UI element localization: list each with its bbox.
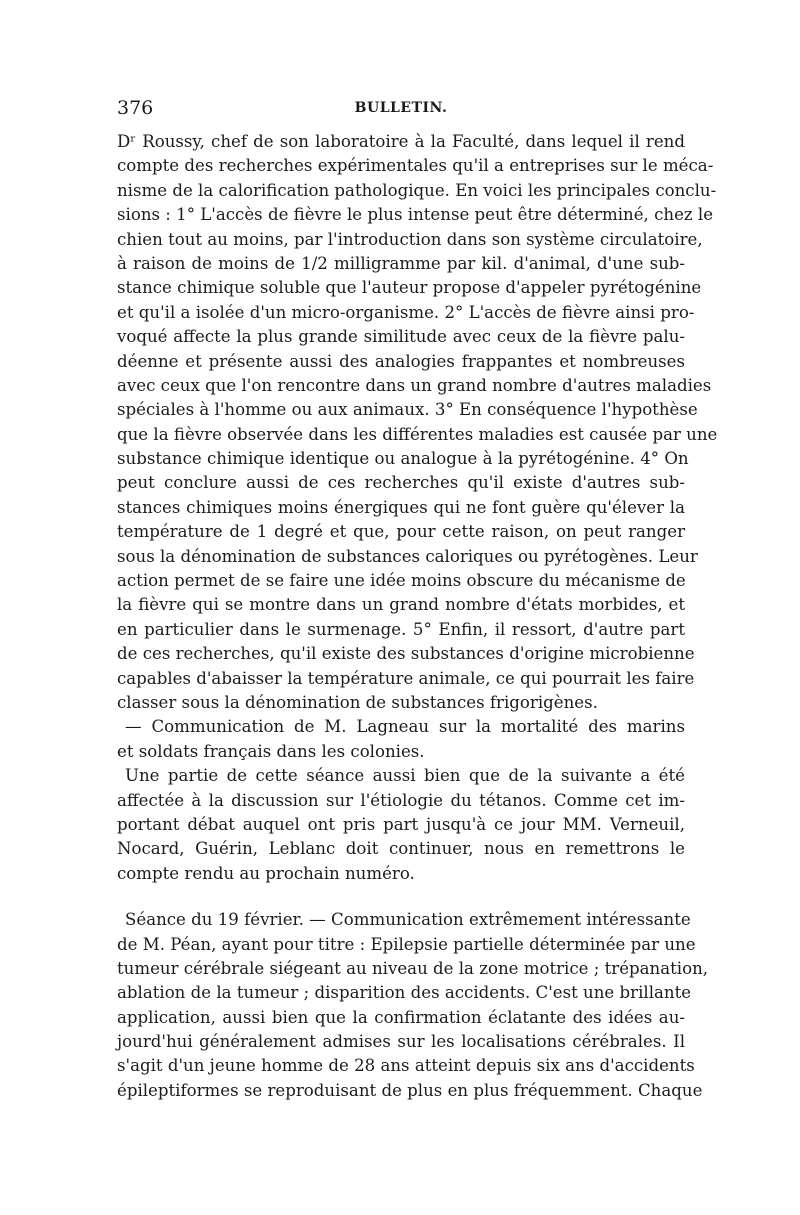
page-header — [117, 97, 685, 123]
text-line: ablation de la tumeur ; disparition des accidents. C'est une brillante — [117, 983, 692, 1003]
text-line: sions : 1° L'accès de fièvre le plus intense peut être déterminé, chez le — [117, 205, 714, 225]
text-line: chien tout au moins, par l'introduction dans son système circulatoire, — [117, 229, 703, 249]
text-line: compte des recherches expérimentales qu'il a entreprises sur le méca- — [117, 156, 714, 176]
text-line: avec ceux que l'on rencontre dans un grand nombre d'autres maladies — [117, 375, 712, 395]
text-line: température de 1 degré et que, pour cette raison, on peut ranger — [117, 522, 685, 542]
text-line: — Communication de M. Lagneau sur la mortalité des marins — [125, 717, 685, 737]
text-line: affectée à la discussion sur l'étiologie du tétanos. Comme cet im- — [117, 790, 685, 810]
text-line: Nocard, Guérin, Leblanc doit continuer, nous en remettrons le — [117, 839, 685, 859]
text-line: Une partie de cette séance aussi bien que de la suivante a été — [125, 766, 685, 786]
text-line: Dʳ Roussy, chef de son laboratoire à la Faculté, dans lequel il rend — [117, 132, 685, 151]
text-line: portant débat auquel ont pris part jusqu'à ce jour MM. Verneuil, — [117, 814, 685, 834]
text-line: nisme de la calorification pathologique. En voici les principales conclu- — [117, 180, 717, 200]
text-line: peut conclure aussi de ces recherches qu'il existe d'autres sub- — [117, 473, 685, 493]
section-gap — [117, 886, 685, 908]
text-line: application, aussi bien que la confirmation éclatante des idées au- — [117, 1007, 685, 1027]
paragraph — [117, 715, 685, 764]
text-line: et qu'il a isolée d'un micro-organisme. 2° L'accès de fièvre ainsi pro- — [117, 302, 695, 322]
page-number: 376 — [117, 97, 154, 119]
text-line: classer sous la dénomination de substances frigorigènes. — [117, 692, 598, 712]
body-text — [117, 130, 718, 1103]
text-line: spéciales à l'homme ou aux animaux. 3° En conséquence l'hypothèse — [117, 400, 698, 420]
text-line: que la fièvre observée dans les différentes maladies est causée par une — [117, 424, 718, 444]
text-line: la fièvre qui se montre dans un grand nombre d'états morbides, et — [117, 595, 685, 615]
text-line: stances chimiques moins énergiques qui ne font guère qu'élever la — [117, 497, 685, 517]
text-line: tumeur cérébrale siégeant au niveau de la zone motrice ; trépanation, — [117, 958, 709, 978]
text-line: et soldats français dans les colonies. — [117, 741, 425, 761]
text-line: épileptiformes se reproduisant de plus en plus fréquemment. Chaque — [117, 1080, 703, 1100]
text-line: de ces recherches, qu'il existe des substances d'origine microbienne — [117, 644, 695, 664]
text-line: jourd'hui généralement admises sur les localisations cérébrales. Il — [117, 1032, 685, 1052]
text-line: de M. Péan, ayant pour titre : Epilepsie partielle déterminée par une — [117, 934, 696, 954]
text-line: déenne et présente aussi des analogies frappantes et nombreuses — [117, 351, 685, 371]
text-line: action permet de se faire une idée moins obscure du mécanisme de — [117, 571, 686, 591]
paragraph — [117, 130, 718, 715]
running-title: BULLETIN. — [354, 100, 448, 116]
paragraph — [117, 764, 685, 886]
text-line: à raison de moins de 1/2 milligramme par kil. d'animal, d'une sub- — [117, 253, 685, 273]
paragraph — [117, 908, 709, 1103]
text-line: substance chimique identique ou analogue à la pyrétogénine. 4° On — [117, 449, 689, 469]
text-line: s'agit d'un jeune homme de 28 ans atteint depuis six ans d'accidents — [117, 1056, 695, 1076]
text-line: capables d'abaisser la température animale, ce qui pourrait les faire — [117, 668, 695, 688]
text-line: stance chimique soluble que l'auteur propose d'appeler pyrétogénine — [117, 278, 702, 298]
text-line: en particulier dans le surmenage. 5° Enfin, il ressort, d'autre part — [117, 619, 685, 639]
text-line: Séance du 19 février. — Communication extrêmement intéressante — [125, 910, 691, 930]
text-line: voqué affecte la plus grande similitude avec ceux de la fièvre palu- — [117, 327, 685, 347]
text-line: sous la dénomination de substances caloriques ou pyrétogènes. Leur — [117, 546, 698, 566]
text-line: compte rendu au prochain numéro. — [117, 863, 415, 883]
